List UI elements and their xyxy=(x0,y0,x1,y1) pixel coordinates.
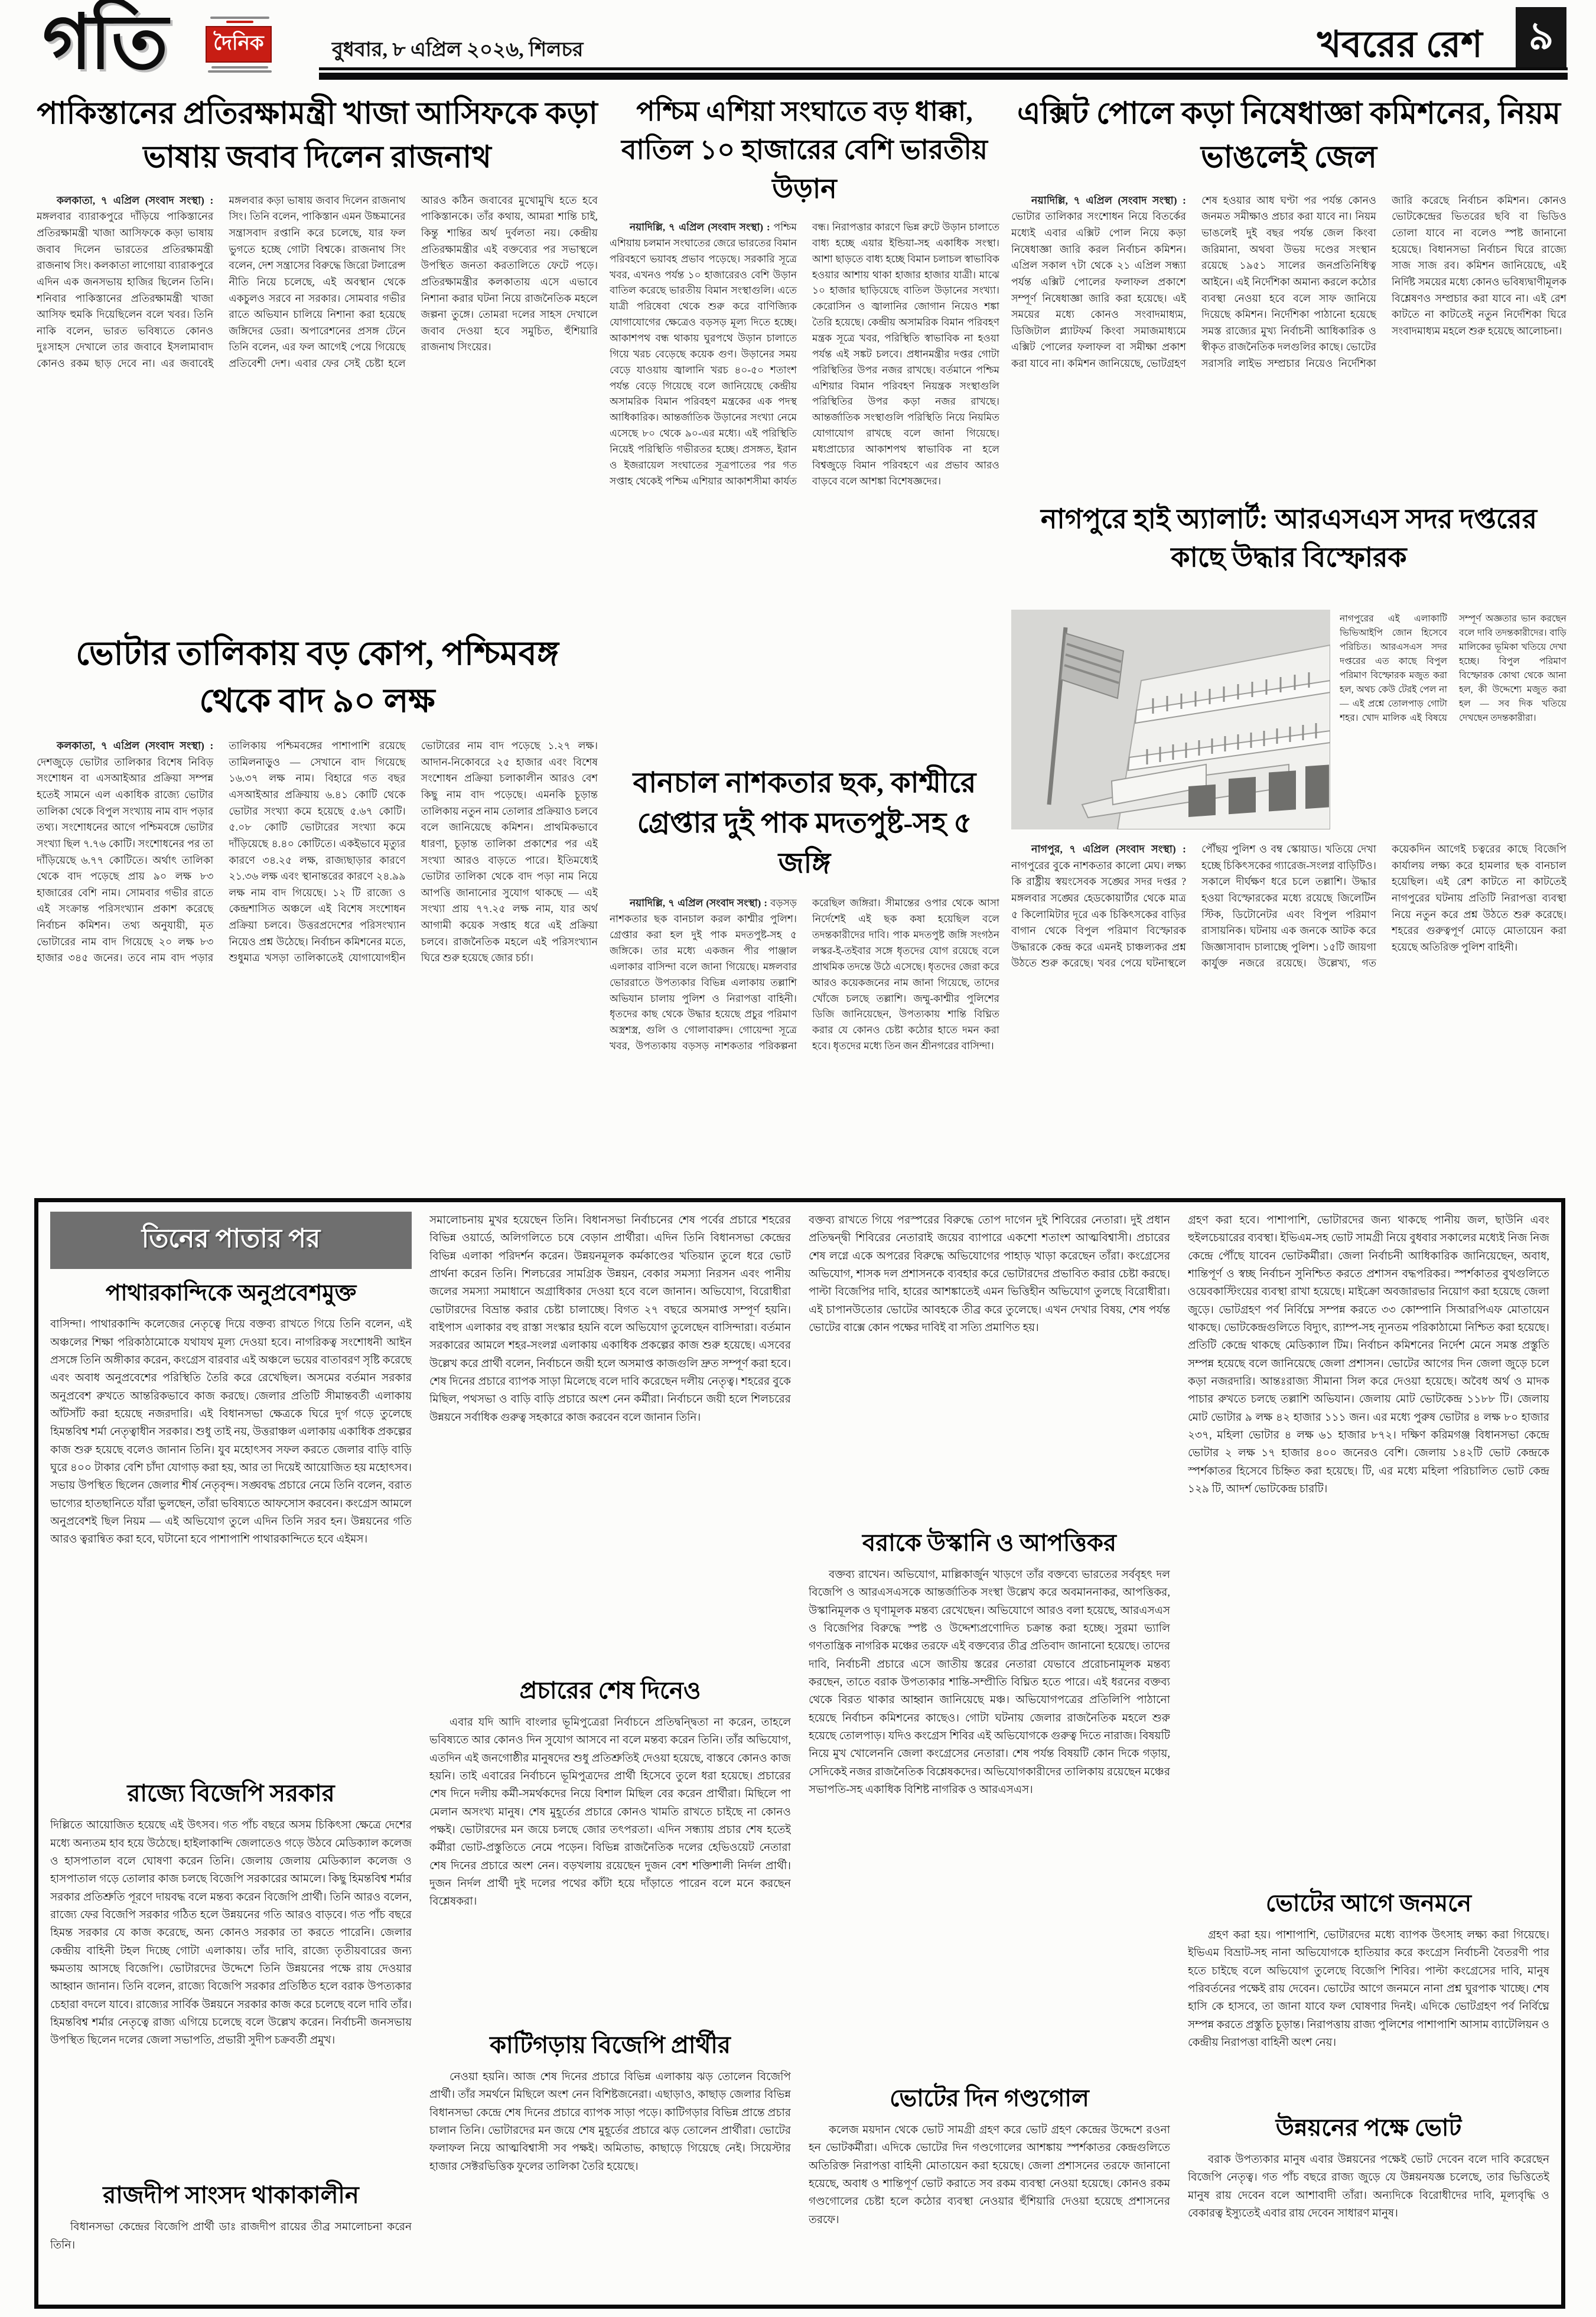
article-voter-list-headline: ভোটার তালিকায় বড় কোপ, পশ্চিমবঙ্গ থেকে বাদ ৯০ লক্ষ xyxy=(76,636,559,720)
article-exit-poll xyxy=(1011,92,1566,469)
logo-topline-decoration xyxy=(210,17,269,19)
article-kashmir-text: বড়সড় নাশকতার ছক বানচাল করল কাশ্মীর পুলিশ। গ্রেপ্তার করা হল দুই পাক মদতপুষ্ট-সহ ৫ জঙ্গিকে। তার মধ্যে একজন পীর পাঞ্জাল এলাকার বাসিন্দা বলে জানা গিয়েছে। মঙ্গলবার ভোররাতে উপত্যকার বিভিন্ন এলাকায় তল্লাশি অভিযান চালায় পুলিশ ও নিরাপত্তা বাহিনী। ধৃতদের কাছ থেকে উদ্ধার হয়েছে প্রচুর পরিমাণ অস্ত্রশস্ত্র, গুলি ও গোলাবারুদ। গোয়েন্দা সূত্রে খবর, উপত্যকায় বড়সড় নাশকতার পরিকল্পনা করেছিল জঙ্গিরা। সীমান্তের ওপার থেকে আসা নির্দেশেই এই ছক কষা হয়েছিল বলে তদন্তকারীদের দাবি। পাক মদতপুষ্ট জঙ্গি সংগঠন লস্কর-ই-তইবার সঙ্গে ধৃতদের যোগ রয়েছে বলে প্রাথমিক তদন্তে উঠে এসেছে। ধৃতদের জেরা করে আরও কয়েকজনের নাম জানা গিয়েছে, তাদের খোঁজে চলছে তল্লাশি। জম্মু-কাশ্মীর পুলিশের ডিজি জানিয়েছেন, উপত্যকায় শান্তি বিঘ্নিত করার যে কোনও চেষ্টা কঠোর হাতে দমন করা হবে। ধৃতদের মধ্যে তিন জন শ্রীনগরের বাসিন্দা। xyxy=(610,897,999,1052)
logo-email-line-decoration xyxy=(208,70,272,73)
article-voter-list-text: দেশজুড়ে ভোটার তালিকার বিশেষ নিবিড় সংশোধন বা এসআইআর প্রক্রিয়া সম্পন্ন হতেই সামনে এল একাধিক রাজ্যে ভোটার তালিকা থেকে বিপুল সংখ্যায় নাম বাদ পড়ার তথ্য। সংশোধনের আগে পশ্চিমবঙ্গে ভোটার সংখ্যা ছিল ৭.৭৬ কোটি। সংশোধনের পর তা দাঁড়িয়েছে ৬.৭৭ কোটিতে। অর্থাৎ তালিকা থেকে বাদ পড়েছে প্রায় ৯০ লক্ষ ৮৩ হাজারের বেশি নাম। সোমবার গভীর রাতে এই সংক্রান্ত পরিসংখ্যান প্রকাশ করেছে নির্বাচন কমিশন। তথ্য অনুযায়ী, মৃত ভোটারের নাম বাদ গিয়েছে ২০ লক্ষ ৮৩ হাজার ৩৪৫ জনের। তবে নাম বাদ পড়ার তালিকায় পশ্চিমবঙ্গের পাশাপাশি রয়েছে তামিলনাড়ুও — সেখানে বাদ গিয়েছে ১৬.৩৭ লক্ষ নাম। বিহারে গত বছর এসআইআর প্রক্রিয়ায় ৬.৪১ কোটি থেকে ভোটার সংখ্যা কমে হয়েছে ৫.৬৭ কোটি। ৫.০৮ কোটি ভোটারের সংখ্যা কমে দাঁড়িয়েছে ৪.৪০ কোটিতে। একইভাবে মৃত্যুর কারণে ৩৪.২৫ লক্ষ, রাজ্যছাড়ার কারণে ২১.৩৬ লক্ষ এবং স্থানান্তরের কারণে ২৪.৯৯ লক্ষ নাম বাদ গিয়েছে। ১২ টি রাজ্যে ও কেন্দ্রশাসিত অঞ্চলে এই বিশেষ সংশোধন প্রক্রিয়া চলবে। উত্তরপ্রদেশের পরিসংখ্যান নিয়েও প্রশ্ন উঠেছে। নির্বাচন কমিশনের মতে, শুধুমাত্র খসড়া তালিকাতেই যোগাযোগহীন ভোটারের নাম বাদ পড়েছে ১.২৭ লক্ষ। আদান-নিকোবরে ২৫ হাজার এবং বিশেষ সংশোধন প্রক্রিয়া চলাকালীন আরও বেশ কিছু নাম বাদ পড়েছে। এমনকি চূড়ান্ত তালিকায় নতুন নাম তোলার প্রক্রিয়াও চলবে বলে জানিয়েছে কমিশন। প্রাথমিকভাবে ধারণা, চূড়ান্ত তালিকা প্রকাশের পর এই সংখ্যা আরও বাড়তে পারে। ইতিমধ্যেই ভোটার তালিকা থেকে বাদ পড়া নাম নিয়ে আপত্তি জানানোর সুযোগ থাকছে — এই সংখ্যা প্রায় ৭৭.২৫ লক্ষ নাম, যার অর্থ আগামী কয়েক সপ্তাহ ধরে এই প্রক্রিয়া চলবে। রাজনৈতিক মহলে এই পরিসংখ্যান ঘিরে শুরু হয়েছে জোর চর্চা। xyxy=(37,740,598,964)
continued-text xyxy=(429,1212,791,1667)
subheadline-polling-day-trouble: ভোটের দিন গণ্ডগোল xyxy=(890,2085,1089,2111)
continued-paragraph: বাসিন্দা। পাথারকান্দি কলেজের নেতৃত্বে দিয়ে বক্তব্য রাখতে গিয়ে তিনি বলেন, এই অঞ্চলের শিক্ষা পরিকাঠামোকে যথাযথ মূল্য দেওয়া হবে। নাগরিকত্ব সংশোধনী আইন প্রসঙ্গে তিনি অঙ্গীকার করেন, কংগ্রেস বারবার এই অঞ্চলে ভয়ের বাতাবরণ সৃষ্টি করেছে এবং অবাধ অনুপ্রবেশের পরিস্থিতি তৈরি করে রেখেছিল। অসমের বর্তমান সরকার অনুপ্রবেশ রুখতে আন্তরিকভাবে কাজ করছে। জেলার প্রতিটি সীমান্তবর্তী এলাকায় আঁটসাঁট করা হয়েছে নজরদারি। এই বিধানসভা ক্ষেত্রকে ঘিরে দুর্গ গড়ে তুলেছে হিমন্তবিশ্ব শর্মা নেতৃত্বাধীন সরকার। শুধু তাই নয়, উত্তরাঞ্চল এলাকায় একাধিক প্রকল্পের কাজ শুরু হয়েছে বলেও জানান তিনি। যুব মহোৎসব সফল করতে জেলার বাড়ি বাড়ি ঘুরে ৪০০ টাকার বেশি চাঁদা যোগাড় করা হয়, আর তা দিয়েই আয়োজিত হয় মহোৎসব। সভায় উপস্থিত ছিলেন জেলার শীর্ষ নেতৃবৃন্দ। সঙ্ঘবদ্ধ প্রচারে নেমে তিনি বলেন, বরাত ভাগ্যের হাতছানিতে যাঁরা ভুলছেন, তাঁরা ভবিষ্যতে আফসোস করবেন। কংগ্রেস আমলে অনুপ্রবেশই ছিল নিয়ম — এই অভিযোগ তুলে এদিন তিনি সরব হন। উন্নয়নের গতি আরও ত্বরান্বিত করা হবে, ঘটানো হবে পাশাপাশি পাথারকান্দিতে হবে এইমস। xyxy=(50,1319,412,1546)
article-kashmir-dateline: নয়াদিল্লি, ৭ এপ্রিল (সংবাদ সংস্থা) : xyxy=(630,897,767,909)
article-nagpur-headline: নাগপুরে হাই অ্যালার্ট: আরএসএস সদর দপ্তরের কাছে উদ্ধার বিস্ফোরক xyxy=(1040,504,1538,573)
article-west-asia-flights xyxy=(610,92,999,699)
subheadline-rajdeep-mp: রাজদীপ সাংসদ থাকাকালীন xyxy=(103,2182,359,2209)
page-number: ৯ xyxy=(1528,15,1554,58)
continued-paragraph: এবার যদি আদি বাংলার ভূমিপুত্রেরা নির্বাচনে প্রতিদ্বন্দ্বিতা না করেন, তাহলে ভবিষ্যতে আর কোনও দিন সুযোগ আসবে না বলে মন্তব্য করেন তিনি। তাঁর অভিযোগ, এতদিন এই জনগোষ্ঠীর মানুষদের শুধু প্রতিশ্রুতিই দেওয়া হয়েছে, বাস্তবে কোনও কাজ হয়নি। তাই এবারের নির্বাচনে ভূমিপুত্রদের প্রার্থী হিসেবে তুলে ধরা হয়েছে। প্রচারের শেষ দিনে দলীয় কর্মী-সমর্থকদের নিয়ে বিশাল মিছিল বের করেন প্রার্থীরা। মিছিলে পা মেলান অসংখ্য মানুষ। শেষ মুহূর্তের প্রচারে কোনও খামতি রাখতে চাইছে না কোনও পক্ষই। ভোটারদের মন জয়ে চলছে জোর তৎপরতা। এদিন সন্ধ্যায় প্রচার শেষ হতেই কর্মীরা ভোট-প্রস্তুতিতে নেমে পড়েন। বিভিন্ন রাজনৈতিক দলের হেভিওয়েট নেতারা শেষ দিনের প্রচারে অংশ নেন। বড়খলায় রয়েছেন দুজন বেশ শক্তিশালী নির্দল প্রার্থী। দুজন নির্দল প্রার্থী দুই দলের পথের কাঁটা হয়ে দাঁড়াতে পারেন বলে মনে করছেন বিশ্লেষকরা। xyxy=(429,1717,791,1908)
continued-paragraph: বরাক উপত্যকার মানুষ এবার উন্নয়নের পক্ষেই ভোট দেবেন বলে দাবি করেছেন বিজেপি নেতৃত্ব। গত পাঁচ বছরে রাজ্য জুড়ে যে উন্নয়নযজ্ঞ চলেছে, তার ভিত্তিতেই মানুষ রায় দেবেন বলে আশাবাদী তাঁরা। অন্যদিকে বিরোধীদের দাবি, মূল্যবৃদ্ধি ও বেকারত্ব ইস্যুতেই এবার রায় দেবেন সাধারণ মানুষ। xyxy=(1188,2154,1549,2220)
logo-dainik-block xyxy=(206,17,274,73)
logo-dainik-box xyxy=(206,26,272,63)
article-exit-poll-body xyxy=(1011,193,1566,469)
article-west-asia-dateline: নয়াদিল্লি, ৭ এপ্রিল (সংবাদ সংস্থা) : xyxy=(630,221,770,233)
continued-column-2 xyxy=(429,1212,791,2295)
continued-paragraph: গ্রহণ করা হবে। পাশাপাশি, ভোটারদের জন্য থাকছে পানীয় জল, ছাউনি এবং হুইলচেয়ারের ব্যবস্থা। ইভিএম-সহ ভোট সামগ্রী নিয়ে বুধবার সকালের মধ্যেই নিজ নিজ কেন্দ্রে পৌঁছে যাবেন ভোটকর্মীরা। জেলা নির্বাচনী আধিকারিক জানিয়েছেন, অবাধ, শান্তিপূর্ণ ও স্বচ্ছ নির্বাচন সুনিশ্চিত করতে প্রশাসন বদ্ধপরিকর। স্পর্শকাতর বুথগুলিতে ওয়েবকাস্টিংয়ের ব্যবস্থা রাখা হয়েছে। মাইক্রো অবজারভার নিয়োগ করা হয়েছে জেলা জুড়ে। ভোটগ্রহণ পর্ব নির্বিঘ্নে সম্পন্ন করতে ৩৩ কোম্পানি সিআরপিএফ মোতায়েন থাকছে। ভোটকেন্দ্রগুলিতে বিদ্যুৎ, র‍্যাম্প-সহ ন্যূনতম পরিকাঠামো নিশ্চিত করা হয়েছে। প্রতিটি কেন্দ্রে থাকছে মেডিক্যাল টিম। নির্বাচন কমিশনের নির্দেশ মেনে সমস্ত প্রস্তুতি সম্পন্ন হয়েছে বলে জানিয়েছে জেলা প্রশাসন। ভোটের আগের দিন জেলা জুড়ে চলে কড়া নজরদারি। আন্তঃরাজ্য সীমানা সিল করে দেওয়া হয়েছে। অবৈধ অর্থ ও মাদক পাচার রুখতে চলছে তল্লাশি অভিযান। জেলায় মোট ভোটকেন্দ্র ১১৮৮ টি। জেলায় মোট ভোটার ৯ লক্ষ ৪২ হাজার ১১১ জন। এর মধ্যে পুরুষ ভোটার ৪ লক্ষ ৮০ হাজার ২৩৭, মহিলা ভোটার ৪ লক্ষ ৬১ হাজার ৮৭২। দক্ষিণ করিমগঞ্জ বিধানসভা কেন্দ্রে ভোটার ২ লক্ষ ১৭ হাজার ৪০০ জনেরও বেশি। জেলায় ১৪২টি ভোট কেন্দ্রকে স্পর্শকাতর হিসেবে চিহ্নিত করা হয়েছে। টি, এর মধ্যে মহিলা পরিচালিত ভোট কেন্দ্র ১২৯ টি, আদর্শ ভোটকেন্দ্র চারটি। xyxy=(1188,1215,1549,1495)
article-rajnath-dateline: কলকাতা, ৭ এপ্রিল (সংবাদ সংস্থা) : xyxy=(57,194,214,206)
masthead-rule-thin xyxy=(319,67,1568,70)
subheadline-last-day-campaign: প্রচারের শেষ দিনেও xyxy=(519,1677,701,1704)
article-nagpur-body xyxy=(1011,841,1566,1184)
article-west-asia-text: পশ্চিম এশিয়ায় চলমান সংঘাতের জেরে ভারতের বিমান পরিবহণে ভয়াবহ প্রভাব পড়েছে। সরকারি সূত্রে খবর, এখনও পর্যন্ত ১০ হাজারেরও বেশি উড়ান বাতিল করেছে ভারতীয় বিমান সংস্থাগুলি। এতে যাত্রী পরিষেবা থেকে শুরু করে বাণিজ্যিক যোগাযোগের ক্ষেত্রেও বড়সড় মূল্য দিতে হচ্ছে। আকাশপথ বন্ধ থাকায় ঘুরপথে উড়ান চালাতে গিয়ে খরচ বেড়েছে কয়েক গুণ। উড়ানের সময় বেড়ে যাওয়ায় জ্বালানি খরচ ৪০-৫০ শতাংশ পর্যন্ত বেড়ে গিয়েছে বলে জানিয়েছে কেন্দ্রীয় অসামরিক বিমান পরিবহণ মন্ত্রকের এক পদস্থ আধিকারিক। আন্তর্জাতিক উড়ানের সংখ্যা নেমে এসেছে ৮০ থেকে ৯০-এর মধ্যে। এই পরিস্থিতি নিয়েই পরিস্থিতি গভীরতর হচ্ছে। প্রসঙ্গত, ইরান ও ইজরায়েল সংঘাতের সূত্রপাতের পর গত সপ্তাহ থেকেই পশ্চিম এশিয়ার আকাশসীমা কার্যত বন্ধ। নিরাপত্তার কারণে ভিন্ন রুটে উড়ান চালাতে বাধ্য হচ্ছে এয়ার ইন্ডিয়া-সহ একাধিক সংস্থা। আশা ছাড়তে বাধ্য হচ্ছে বিমান চলাচল স্বাভাবিক হওয়ার আশায় থাকা হাজার হাজার যাত্রী। মাঝে ১০ হাজার ছাড়িয়েছে বাতিল উড়ানের সংখ্যা। কেরোসিন ও জ্বালানির জোগান নিয়েও শঙ্কা তৈরি হয়েছে। কেন্দ্রীয় অসামরিক বিমান পরিবহণ মন্ত্রক সূত্রে খবর, পরিস্থিতি স্বাভাবিক না হওয়া পর্যন্ত এই সঙ্কট চলবে। প্রধানমন্ত্রীর দপ্তর গোটা পরিস্থিতির উপর নজর রাখছে। বর্তমানে পশ্চিম এশিয়ার বিমান পরিবহণ নিয়ন্ত্রক সংস্থাগুলি পরিস্থিতির উপর কড়া নজর রাখছে। আন্তর্জাতিক সংস্থাগুলি পরিস্থিতি নিয়ে নিয়মিত যোগাযোগ রাখছে বলে জানা গিয়েছে। মধ্যপ্রাচ্যের আকাশপথ স্বাভাবিক না হলে বিশ্বজুড়ে বিমান পরিবহণে এর প্রভাব আরও বাড়বে বলে আশঙ্কা বিশেষজ্ঞদের। xyxy=(610,221,999,487)
article-nagpur-text: নাগপুরের বুকে নাশকতার কালো মেঘ। লক্ষ্য কি রাষ্ট্রীয় স্বয়ংসেবক সঙ্ঘের সদর দপ্তর ? মঙ্গলবার সঙ্ঘের হেডকোয়ার্টার থেকে মাত্র ৫ কিলোমিটার দূরে এক চিকিৎসকের বাড়ির বাগান থেকে বিপুল পরিমাণ বিস্ফোরক উদ্ধারকে কেন্দ্র করে এমনই চাঞ্চল্যকর প্রশ্ন উঠতে শুরু করেছে। খবর পেয়ে ঘটনাস্থলে পৌঁছয় পুলিশ ও বম্ব স্কোয়াড। খতিয়ে দেখা হচ্ছে চিকিৎসকের গ্যারেজ-সংলগ্ন বাড়িটিও। সকালে দীর্ঘক্ষণ ধরে চলে তল্লাশি। উদ্ধার হওয়া বিস্ফোরকের মধ্যে রয়েছে জিলেটিন স্টিক, ডিটোনেটর এবং বিপুল পরিমাণ রাসায়নিক। ঘটনায় এক জনকে আটক করে জিজ্ঞাসাবাদ চালাচ্ছে পুলিশ। ১৫টি জায়গা কার্যুক্ত নজরে রয়েছে। উল্লেখ্য, গত কয়েকদিন আগেই চত্বরের কাছে বিজেপি কার্যালয় লক্ষ্য করে হামলার ছক বানচাল হয়েছিল। এই রেশ কাটতে না কাটতেই নাগপুরের ঘটনায় প্রতিটি নিরাপত্তা ব্যবস্থা নিয়ে নতুন করে প্রশ্ন উঠতে শুরু করেছে। শহরের গুরুত্বপূর্ণ মোড়ে মোতায়েন করা হয়েছে অতিরিক্ত পুলিশ বাহিনী। xyxy=(1011,843,1566,969)
article-rajnath-headline: পাকিস্তানের প্রতিরক্ষামন্ত্রী খাজা আসিফকে কড়া ভাষায় জবাব দিলেন রাজনাথ xyxy=(37,97,598,174)
section-title: খবরের রেশ xyxy=(1317,25,1483,65)
continued-text xyxy=(809,1212,1170,1519)
continued-paragraph: সমালোচনায় মুখর হয়েছেন তিনি। বিধানসভা নির্বাচনের শেষ পর্বের প্রচারে শহরের বিভিন্ন ওয়ার্ডে, অলিগলিতে চষে বেড়ান প্রার্থীরা। এদিন তিনি বিধানসভা কেন্দ্রের বিভিন্ন এলাকা পরিদর্শন করেন। উন্নয়নমূলক কর্মকাণ্ডের খতিয়ান তুলে ধরে ভোট প্রার্থনা করেন তিনি। শিলচরের সামগ্রিক উন্নয়ন, বেকার সমস্যা নিরসন এবং পানীয় জলের সমস্যা সমাধানে অগ্রাধিকার দেওয়া হবে বলে জানান। অভিযোগ, বিরোধীরা ভোটারদের বিভ্রান্ত করার চেষ্টা চালাচ্ছে। বিগত ২৭ বছরে অসমাপ্ত সম্পূর্ণ হয়নি। বাইপাস এলাকার বহু রাস্তা সংস্কার হয়নি বলে অভিযোগ তুলেছেন বাসিন্দারা। বর্তমান সরকারের আমলে শহর-সংলগ্ন এলাকায় একাধিক প্রকল্পের কাজ শুরু হয়েছে। এসবের উল্লেখ করে প্রার্থী বলেন, নির্বাচনে জয়ী হলে অসমাপ্ত কাজগুলি দ্রুত সম্পূর্ণ করা হবে। শেষ দিনের প্রচারে ব্যাপক সাড়া মিলেছে বলে দাবি করেছেন দলীয় নেতৃত্ব। শহরের বুকে মিছিল, পথসভা ও বাড়ি বাড়ি প্রচারে অংশ নেন কর্মীরা। নির্বাচনে জয়ী হলে শিলচরের উন্নয়নে সর্বাধিক গুরুত্ব সহকারে কাজ করবেন বলে জানান তিনি। xyxy=(429,1215,791,1424)
article-west-asia-headline: পশ্চিম এশিয়া সংঘাতে বড় ধাক্কা, বাতিল ১০ হাজারের বেশি ভারতীয় উড়ান xyxy=(621,96,988,204)
continued-column-1 xyxy=(50,1212,412,2295)
article-kashmir-body xyxy=(610,896,999,1137)
article-voter-list-dateline: কলকাতা, ৭ এপ্রিল (সংবাদ সংস্থা) : xyxy=(57,740,214,752)
article-exit-poll-headline: এক্সিট পোলে কড়া নিষেধাজ্ঞা কমিশনের, নিয়ম ভাঙলেই জেল xyxy=(1017,97,1561,174)
article-exit-poll-dateline: নয়াদিল্লি, ৭ এপ্রিল (সংবাদ সংস্থা) : xyxy=(1031,194,1186,206)
building-photo-illustration xyxy=(1011,610,1330,829)
page-number-box xyxy=(1516,7,1566,70)
logo-topline-red-decoration xyxy=(226,21,253,23)
article-voter-list xyxy=(37,631,598,1146)
article-exit-poll-text: ভোটার তালিকার সংশোধন নিয়ে বিতর্কের মধ্যেই এবার এক্সিট পোল নিয়ে কড়া নিষেধাজ্ঞা জারি করল নির্বাচন কমিশন। এপ্রিল সকাল ৭টা থেকে ২১ এপ্রিল সন্ধ্যা পর্যন্ত এক্সিট পোলের ফলাফল প্রকাশে সম্পূর্ণ নিষেধাজ্ঞা জারি করা হয়েছে। এই সময়ের মধ্যে কোনও সংবাদমাধ্যম, ডিজিটাল প্ল্যাটফর্ম কিংবা সমাজমাধ্যমে এক্সিট পোলের ফলাফল বা সমীক্ষা প্রকাশ করা যাবে না। কমিশন জানিয়েছে, ভোটগ্রহণ শেষ হওয়ার আধ ঘণ্টা পর পর্যন্ত কোনও জনমত সমীক্ষাও প্রচার করা যাবে না। নিয়ম ভাঙলেই দুই বছর পর্যন্ত জেল কিংবা জরিমানা, অথবা উভয় দণ্ডের সংস্থান রয়েছে ১৯৫১ সালের জনপ্রতিনিধিত্ব আইনে। এই নির্দেশিকা অমান্য করলে কঠোর ব্যবস্থা নেওয়া হবে বলে সাফ জানিয়ে দিয়েছে কমিশন। নির্দেশিকা পাঠানো হয়েছে সমস্ত রাজ্যের মুখ্য নির্বাচনী আধিকারিক ও স্বীকৃত রাজনৈতিক দলগুলির কাছে। ভোটের সরাসরি লাইভ সম্প্রচার নিয়েও নির্দেশিকা জারি করেছে নির্বাচন কমিশন। কোনও ভোটকেন্দ্রের ভিতরের ছবি বা ভিডিও তোলা যাবে না বলেও স্পষ্ট জানানো হয়েছে। বিধানসভা নির্বাচন ঘিরে রাজ্যে সাজ সাজ রব। কমিশন জানিয়েছে, এই নির্দিষ্ট সময়ের মধ্যে কোনও ভবিষ্যদ্বাণীমূলক বিশ্লেষণও সম্প্রচার করা যাবে না। এই রেশ কাটতে না কাটতেই নতুন নির্দেশিকা ঘিরে সংবাদমাধ্যম মহলে শুরু হয়েছে আলোচনা। xyxy=(1011,194,1566,370)
newspaper-logo: গতি xyxy=(43,1,166,84)
continued-text xyxy=(429,1714,791,2021)
continued-paragraph: বক্তব্য রাখেন। অভিযোগ, মাল্লিকার্জুন খাড়গে তাঁর বক্তব্যে ভারতের সর্ববৃহৎ দল বিজেপি ও আরএসএসকে আন্তর্জাতিক সংস্থা উল্লেখ করে অবমাননাকর, আপত্তিকর, উস্কানিমূলক ও ঘৃণামূলক মন্তব্য রেখেছেন। অভিযোগে আরও বলা হয়েছে, আরএসএস ও বিজেপির বিরুদ্ধে স্পষ্ট ও উদ্দেশ্যপ্রণোদিত চক্রান্ত করা হচ্ছে। সুরমা ভ্যালি গণতান্ত্রিক নাগরিক মঞ্চের তরফে এই বক্তব্যের তীব্র প্রতিবাদ জানানো হয়েছে। তাদের দাবি, নির্বাচনী প্রচারে এসে জাতীয় স্তরের নেতারা যেভাবে প্ররোচনামূলক মন্তব্য করছেন, তাতে বরাক উপত্যকার শান্তি-সম্প্রীতি বিঘ্নিত হতে পারে। এই ধরনের বক্তব্য থেকে বিরত থাকার আহ্বান জানিয়েছে মঞ্চ। অভিযোগপত্রের প্রতিলিপি পাঠানো হয়েছে নির্বাচন কমিশনের কাছেও। গোটা ঘটনায় জেলার রাজনৈতিক মহলে শুরু হয়েছে তোলপাড়। যদিও কংগ্রেস শিবির এই অভিযোগকে গুরুত্ব দিতে নারাজ। বিষয়টি নিয়ে মুখ খোলেননি জেলা কংগ্রেসের নেতারা। শেষ পর্যন্ত বিষয়টি কোন দিকে গড়ায়, সেদিকেই নজর রাজনৈতিক বিশ্লেষকদের। অভিযোগকারীদের তালিকায় রয়েছেন মঞ্চের সভাপতি-সহ একাধিক বিশিষ্ট নাগরিক ও আরএসএস। xyxy=(809,1569,1170,1796)
masthead-rule-thick xyxy=(319,73,1568,80)
continued-text xyxy=(1188,1927,1549,2104)
logo-website-line-decoration xyxy=(211,66,268,69)
continued-paragraph: বিধানসভা কেন্দ্রের বিজেপি প্রার্থী ডাঃ রাজদীপ রায়ের তীব্র সমালোচনা করেন তিনি। xyxy=(50,2221,412,2251)
subheadline-barak-provocative: বরাকে উস্কানি ও আপত্তিকর xyxy=(862,1530,1117,1556)
article-rajnath-body xyxy=(37,193,598,587)
logo-dainik-label: দৈনিক xyxy=(213,32,264,54)
article-nagpur-side-body xyxy=(1340,612,1566,832)
article-voter-list-body xyxy=(37,738,598,1146)
continued-paragraph: বক্তব্য রাখতে গিয়ে পরস্পরের বিরুদ্ধে তোপ দাগেন দুই শিবিরের নেতারা। দুই প্রধান প্রতিদ্বন্দ্বী শিবিরের নেতারাই জয়ের ব্যাপারে একশো শতাংশ আত্মবিশ্বাসী। প্রচারের শেষ লগ্নে একে অপরের বিরুদ্ধে অভিযোগের পাহাড় খাড়া করেছেন তাঁরা। কংগ্রেসের অভিযোগ, শাসক দল প্রশাসনকে ব্যবহার করে ভোটারদের প্রভাবিত করার চেষ্টা করছে। পাল্টা বিজেপির দাবি, হারের আশঙ্কাতেই এমন ভিত্তিহীন অভিযোগ তুলছে বিরোধীরা। এই চাপানউতোর ভোটের আবহকে তীব্র করে তুলেছে। এখন দেখার বিষয়, শেষ পর্যন্ত ভোটের বাক্সে কোন পক্ষের দাবিই বা সত্যি প্রমাণিত হয়। xyxy=(809,1215,1170,1334)
continued-text xyxy=(809,2121,1170,2287)
masthead-date: বুধবার, ৮ এপ্রিল ২০২৬, শিলচর xyxy=(332,39,584,61)
article-rajnath-text: মঙ্গলবার ব্যারাকপুরে দাঁড়িয়ে পাকিস্তানের প্রতিরক্ষামন্ত্রী খাজা আসিফকে কড়া ভাষায় জবাব দিলেন ভারতের প্রতিরক্ষামন্ত্রী রাজনাথ সিং। কলকাতা লাগোয়া ব্যারাকপুরে এদিন এক জনসভায় হাজির ছিলেন তিনি। শনিবার পাকিস্তানের প্রতিরক্ষামন্ত্রী খাজা আসিফ হুমকি দিয়েছিলেন বলে খবর। তিনি নাকি বলেন, ভারত ভবিষ্যতে কোনও দুঃসাহস দেখালে তার জবাবে ইসলামাবাদ কোনও রকম ছাড় দেবে না। এর জবাবেই মঙ্গলবার কড়া ভাষায় জবাব দিলেন রাজনাথ সিং। তিনি বলেন, পাকিস্তান এমন উচ্চমানের সন্ত্রাসবাদ রপ্তানি করে চলেছে, যার ফল ভুগতে হচ্ছে গোটা বিশ্বকে। রাজনাথ সিং বলেন, দেশ সন্ত্রাসের বিরুদ্ধে জিরো টলারেন্স নীতি নিয়ে চলেছে, এই অবস্থান থেকে একচুলও সরবে না সরকার। সোমবার গভীর রাতে অভিযান চালিয়ে নিশানা করা হয়েছে জঙ্গিদের ডেরা। অপারেশনের প্রসঙ্গ টেনে তিনি বলেন, এর ফল আগেই পেয়ে গিয়েছে প্রতিবেশী দেশ। এবার ফের সেই চেষ্টা হলে আরও কঠিন জবাবের মুখোমুখি হতে হবে পাকিস্তানকে। তাঁর কথায়, আমরা শান্তি চাই, কিন্তু শান্তির অর্থ দুর্বলতা নয়। কেন্দ্রীয় প্রতিরক্ষামন্ত্রীর এই বক্তব্যের পর সভাস্থলে উপস্থিত জনতা করতালিতে ফেটে পড়ে। প্রতিরক্ষামন্ত্রীর কলকাতায় এসে এভাবে নিশানা করার ঘটনা নিয়ে রাজনৈতিক মহলে জল্পনা তুঙ্গে। তোমরা দলের সাহস দেখালে জবাব দেওয়া হবে সমুচিত, হুঁশিয়ারি রাজনাথ সিংয়ের। xyxy=(37,194,598,370)
continued-paragraph: গ্রহণ করা হয়। পাশাপাশি, ভোটারদের মধ্যে ব্যাপক উৎসাহ লক্ষ্য করা গিয়েছে। ইভিএম বিভ্রাট-সহ নানা অভিযোগকে হাতিয়ার করে কংগ্রেস নির্বাচনী বৈতরণী পার হতে চাইছে বলে অভিযোগ তুলেছে বিজেপি শিবির। পাল্টা কংগ্রেসের দাবি, মানুষ পরিবর্তনের পক্ষেই রায় দেবেন। ভোটের আগে জনমনে নানা প্রশ্ন ঘুরপাক খাচ্ছে। শেষ হাসি কে হাসবে, তা জানা যাবে ফল ঘোষণার দিনই। এদিকে ভোটগ্রহণ পর্ব নির্বিঘ্নে সম্পন্ন করতে প্রস্তুতি চূড়ান্ত। নিরাপত্তায় রাজ্য পুলিশের পাশাপাশি আসাম ব্যাটেলিয়ন ও কেন্দ্রীয় নিরাপত্তা বাহিনী অংশ নেয়। xyxy=(1188,1929,1549,2049)
article-west-asia-body xyxy=(610,220,999,699)
continued-column-3 xyxy=(809,1212,1170,2295)
continued-text xyxy=(1188,1212,1549,1879)
continued-text xyxy=(50,1316,412,1769)
continued-column-4 xyxy=(1188,1212,1549,2295)
article-nagpur-dateline: নাগপুর, ৭ এপ্রিল (সংবাদ সংস্থা) : xyxy=(1031,843,1186,855)
subheadline-bjp-government: রাজ্যে বিজেপি সরকার xyxy=(127,1780,335,1807)
continued-section xyxy=(34,1198,1565,2309)
continued-text xyxy=(50,1817,412,2171)
article-kashmir-militants xyxy=(610,763,999,1137)
article-kashmir-headline: বানচাল নাশকতার ছক, কাশ্মীরে গ্রেপ্তার দুই পাক মদতপুষ্ট-সহ ৫ জঙ্গি xyxy=(633,767,976,880)
continued-text xyxy=(809,1566,1170,2074)
continued-paragraph: কলেজ ময়দান থেকে ভোট সামগ্রী গ্রহণ করে ভোট গ্রহণ কেন্দ্রের উদ্দেশে রওনা হন ভোটকর্মীরা। এদিকে ভোটের দিন গণ্ডগোলের আশঙ্কায় স্পর্শকাতর কেন্দ্রগুলিতে অতিরিক্ত নিরাপত্তা বাহিনী মোতায়েন করা হয়েছে। জেলা প্রশাসনের তরফে জানানো হয়েছে, অবাধ ও শান্তিপূর্ণ ভোট করাতে সব রকম ব্যবস্থা নেওয়া হয়েছে। কোনও রকম গণ্ডগোলের চেষ্টা হলে কঠোর ব্যবস্থা নেওয়ার হুঁশিয়ারি দেওয়া হয়েছে প্রশাসনের তরফে। xyxy=(809,2124,1170,2226)
subheadline-vote-for-development: উন্নয়নের পক্ষে ভোট xyxy=(1275,2114,1462,2141)
continued-paragraph: নেওয়া হয়নি। আজ শেষ দিনের প্রচারে বিভিন্ন এলাকায় ঝড় তোলেন বিজেপি প্রার্থী। তাঁর সমর্থনে মিছিলে অংশ নেন বিশিষ্টজনেরা। এছাড়াও, কাছাড় জেলার বিভিন্ন বিধানসভা কেন্দ্রে শেষ দিনের প্রচারে ব্যাপক সাড়া পড়ে। কাটিগড়ার বিভিন্ন প্রান্তে প্রচার চালান তিনি। ভোটারদের মন জয়ে শেষ মুহূর্তের প্রচারে ঝড় তোলেন প্রার্থীরা। ভোটের ফলাফল নিয়ে আত্মবিশ্বাসী সব পক্ষই। অমিতাভ, কাছাড়ে গিয়েছে নেই। সিয়েস্টার হাজার সেক্টরভিত্তিক ফুলের তালিকা তৈরি হয়েছে। xyxy=(429,2071,791,2173)
nagpur-building-photo xyxy=(1011,610,1330,829)
continued-banner: তিনের পাতার পর xyxy=(50,1212,412,1269)
article-rajnath xyxy=(37,92,598,587)
continued-text xyxy=(429,2068,791,2287)
subheadline-public-mind-before-vote: ভোটের আগে জনমনে xyxy=(1265,1890,1472,1916)
article-nagpur-side-text: নাগপুরের এই এলাকাটি ভিভিআইপি জোন হিসেবে পরিচিত। আরএসএস সদর দপ্তরের এত কাছে বিপুল পরিমাণ বিস্ফোরক মজুত করা হল, অথচ কেউ টেরই পেল না — এই প্রশ্নে তোলপাড় গোটা শহর। খোদ মালিক এই বিষয়ে সম্পূর্ণ অজ্ঞতার ভান করছেন বলে দাবি তদন্তকারীদের। বাড়ি মালিকের ভূমিকা খতিয়ে দেখা হচ্ছে। বিপুল পরিমাণ বিস্ফোরক কোথা থেকে আনা হল, কী উদ্দেশ্যে মজুত করা হল — সব দিক খতিয়ে দেখছেন তদন্তকারীরা। xyxy=(1340,614,1566,724)
continued-text xyxy=(1188,2151,1549,2281)
subheadline-katigorah-bjp: কাটিগড়ায় বিজেপি প্রার্থীর xyxy=(490,2032,731,2058)
continued-paragraph: দিল্লিতে আয়োজিত হয়েছে এই উৎসব। গত পাঁচ বছরে অসম চিকিৎসা ক্ষেত্রে দেশের মধ্যে অন্যতম হাব হয়ে উঠেছে। হাইলাকান্দি জেলাতেও গড়ে উঠবে মেডিক্যাল কলেজ ও হাসপাতাল বলে ঘোষণা করেন তিনি। জেলায় জেলায় মেডিক্যাল কলেজ ও হাসপাতাল গড়ে তোলার কাজ চলছে বিজেপি সরকারের আমলে। কিছু হিমন্তবিশ্ব শর্মার সরকার প্রতিশ্রুতি পূরণে দায়বদ্ধ বলে মন্তব্য করেন বিজেপি প্রার্থী। তিনি আরও বলেন, রাজ্যে ফের বিজেপি সরকার গঠিত হলে উন্নয়নের গতি আরও বাড়বে। গত পাঁচ বছরে হিমন্ত সরকার যে কাজ করেছে, অন্য কোনও সরকার তা করতে পারেনি। জেলার কেন্দ্রীয় বাহিনী টহল দিচ্ছে গোটা এলাকায়। তাঁর দাবি, রাজ্যে তৃতীয়বারের জন্য ক্ষমতায় আসছে বিজেপি। ভোটারদের উদ্দেশে তিনি উন্নয়নের পক্ষে রায় দেওয়ার আহ্বান জানান। তিনি বলেন, রাজ্যে বিজেপি সরকার প্রতিষ্ঠিত হলে বরাক উপত্যকার চেহারা বদলে যাবে। রাজ্যের সার্বিক উন্নয়নে সরকার কাজ করে চলেছে বলে দাবি তাঁর। হিমন্তবিশ্ব শর্মার নেতৃত্বে রাজ্য এগিয়ে চলেছে বলে উল্লেখ করেন। নির্বাচনী জনসভায় উপস্থিত ছিলেন দলের জেলা সভাপতি, প্রভারী সুদীপ চক্রবর্তী প্রমুখ। xyxy=(50,1820,412,2047)
continued-text xyxy=(50,2218,412,2260)
subheadline-patharkandi: পাথারকান্দিকে অনুপ্রবেশমুক্ত xyxy=(105,1281,357,1306)
